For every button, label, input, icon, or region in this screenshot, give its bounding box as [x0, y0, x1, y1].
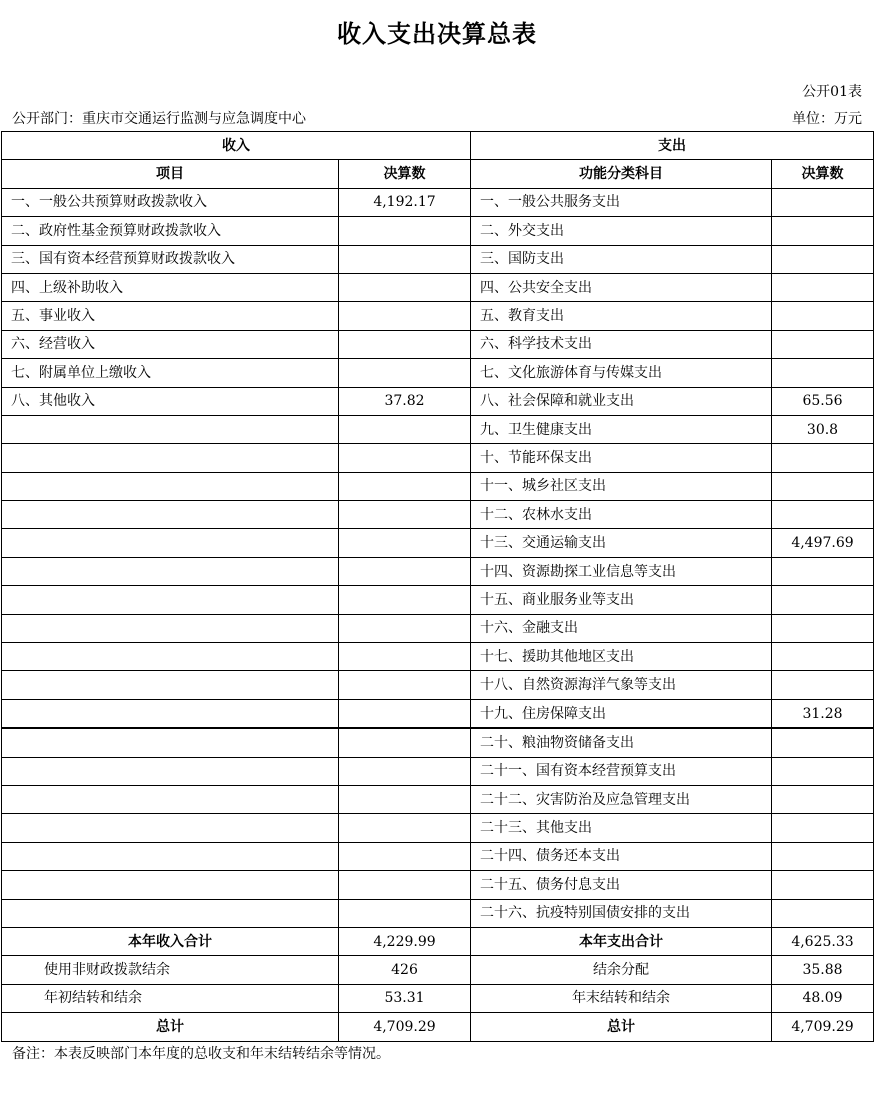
income-item-value — [339, 671, 471, 699]
distribution-label: 结余分配 — [471, 956, 772, 984]
expense-item-value: 65.56 — [772, 387, 874, 415]
expense-item-value — [772, 501, 874, 529]
income-item-value — [339, 330, 471, 358]
unit-label: 单位：万元 — [792, 111, 862, 127]
expense-item-label: 十五、商业服务业等支出 — [471, 586, 772, 614]
expense-item-value — [772, 273, 874, 301]
income-item-label — [2, 728, 339, 757]
expense-section-header: 支出 — [471, 132, 874, 160]
table-row — [2, 302, 874, 330]
income-item-label: 四、上级补助收入 — [2, 273, 339, 301]
income-item-label — [2, 472, 339, 500]
expense-item-label: 六、科学技术支出 — [471, 330, 772, 358]
income-item-label — [2, 757, 339, 785]
income-item-label — [2, 699, 339, 728]
table-row — [2, 387, 874, 415]
income-item-value — [339, 757, 471, 785]
begin-balance-value: 53.31 — [339, 984, 471, 1012]
income-total-label: 本年收入合计 — [2, 927, 339, 955]
expense-item-value — [772, 643, 874, 671]
income-item-label — [2, 842, 339, 870]
expense-item-value — [772, 586, 874, 614]
expense-total-value: 4,625.33 — [772, 927, 874, 955]
expense-item-label: 二十四、债务还本支出 — [471, 842, 772, 870]
table-row — [2, 217, 874, 245]
expense-item-value — [772, 671, 874, 699]
expense-item-value — [772, 359, 874, 387]
distribution-value: 35.88 — [772, 956, 874, 984]
department-label: 公开部门：重庆市交通运行监测与应急调度中心 — [12, 111, 306, 127]
expense-item-label: 九、卫生健康支出 — [471, 415, 772, 443]
table-row — [2, 671, 874, 699]
expense-item-value — [772, 757, 874, 785]
income-item-value — [339, 501, 471, 529]
income-item-value — [339, 871, 471, 899]
table-row — [2, 359, 874, 387]
income-item-value — [339, 899, 471, 927]
income-item-value — [339, 614, 471, 642]
income-item-label — [2, 444, 339, 472]
expense-item-label: 二、外交支出 — [471, 217, 772, 245]
income-item-label — [2, 785, 339, 813]
income-item-label: 八、其他收入 — [2, 387, 339, 415]
income-item-value — [339, 359, 471, 387]
expense-item-value — [772, 842, 874, 870]
amount-column-header: 决算数 — [339, 160, 471, 188]
budget-summary-table — [1, 131, 874, 1042]
table-row — [2, 501, 874, 529]
table-column-header-row — [2, 160, 874, 188]
end-balance-value: 48.09 — [772, 984, 874, 1012]
expense-item-label: 十九、住房保障支出 — [471, 699, 772, 728]
expense-item-value — [772, 217, 874, 245]
table-row — [2, 444, 874, 472]
table-section-header-row — [2, 132, 874, 160]
expense-total-label: 本年支出合计 — [471, 927, 772, 955]
expense-item-value — [772, 785, 874, 813]
income-item-value — [339, 785, 471, 813]
income-item-label — [2, 899, 339, 927]
income-item-value — [339, 245, 471, 273]
expense-item-label: 二十三、其他支出 — [471, 814, 772, 842]
expense-item-value — [772, 814, 874, 842]
nonfiscal-value: 426 — [339, 956, 471, 984]
expense-item-label: 十三、交通运输支出 — [471, 529, 772, 557]
expense-item-value — [772, 444, 874, 472]
page-title: 收入支出决算总表 — [337, 20, 537, 48]
expense-item-label: 十六、金融支出 — [471, 614, 772, 642]
expense-item-value: 4,497.69 — [772, 529, 874, 557]
nonfiscal-balance-row — [2, 956, 874, 984]
income-item-label: 三、国有资本经营预算财政拨款收入 — [2, 245, 339, 273]
income-item-value — [339, 728, 471, 757]
income-item-value — [339, 586, 471, 614]
income-item-label — [2, 529, 339, 557]
table-row — [2, 871, 874, 899]
expense-item-label: 二十五、债务付息支出 — [471, 871, 772, 899]
table-row — [2, 273, 874, 301]
expense-item-label: 四、公共安全支出 — [471, 273, 772, 301]
expense-item-label: 十八、自然资源海洋气象等支出 — [471, 671, 772, 699]
table-row — [2, 785, 874, 813]
table-row — [2, 699, 874, 728]
expense-item-label: 二十二、灾害防治及应急管理支出 — [471, 785, 772, 813]
table-row — [2, 415, 874, 443]
grand-total-label-right: 总计 — [471, 1013, 772, 1041]
amount2-column-header: 决算数 — [772, 160, 874, 188]
table-row — [2, 529, 874, 557]
income-item-value — [339, 842, 471, 870]
expense-item-value — [772, 302, 874, 330]
expense-item-label: 十一、城乡社区支出 — [471, 472, 772, 500]
income-section-header: 收入 — [2, 132, 471, 160]
income-item-value — [339, 557, 471, 585]
table-row — [2, 557, 874, 585]
expense-item-value — [772, 330, 874, 358]
income-item-value — [339, 472, 471, 500]
carryover-row — [2, 984, 874, 1012]
expense-item-value — [772, 472, 874, 500]
income-item-label: 一、一般公共预算财政拨款收入 — [2, 188, 339, 216]
income-item-value — [339, 217, 471, 245]
expense-item-label: 十二、农林水支出 — [471, 501, 772, 529]
income-item-label: 七、附属单位上缴收入 — [2, 359, 339, 387]
expense-item-value — [772, 728, 874, 757]
table-row — [2, 814, 874, 842]
expense-item-label: 八、社会保障和就业支出 — [471, 387, 772, 415]
income-item-label — [2, 501, 339, 529]
expense-item-label: 七、文化旅游体育与传媒支出 — [471, 359, 772, 387]
income-item-label — [2, 643, 339, 671]
income-item-label — [2, 614, 339, 642]
income-total-value: 4,229.99 — [339, 927, 471, 955]
income-item-label — [2, 814, 339, 842]
table-row — [2, 614, 874, 642]
expense-item-value — [772, 899, 874, 927]
table-row — [2, 899, 874, 927]
income-item-value — [339, 643, 471, 671]
table-row — [2, 245, 874, 273]
grand-total-row — [2, 1013, 874, 1041]
income-item-value — [339, 444, 471, 472]
income-total-row — [2, 927, 874, 955]
income-item-value: 4,192.17 — [339, 188, 471, 216]
income-item-value — [339, 529, 471, 557]
income-item-label: 六、经营收入 — [2, 330, 339, 358]
begin-balance-label: 年初结转和结余 — [2, 984, 339, 1012]
grand-total-label-left: 总计 — [2, 1013, 339, 1041]
income-item-label — [2, 415, 339, 443]
table-row — [2, 472, 874, 500]
table-row — [2, 842, 874, 870]
table-row — [2, 757, 874, 785]
expense-item-label: 二十六、抗疫特别国债安排的支出 — [471, 899, 772, 927]
expense-item-label: 二十一、国有资本经营预算支出 — [471, 757, 772, 785]
income-item-value — [339, 699, 471, 728]
expense-item-label: 十七、援助其他地区支出 — [471, 643, 772, 671]
footnote: 备注：本表反映部门本年度的总收支和年末结转结余等情况。 — [12, 1046, 390, 1062]
expense-item-value — [772, 188, 874, 216]
income-item-label: 五、事业收入 — [2, 302, 339, 330]
table-row — [2, 643, 874, 671]
table-row — [2, 728, 874, 757]
income-item-label — [2, 557, 339, 585]
income-item-label: 二、政府性基金预算财政拨款收入 — [2, 217, 339, 245]
income-item-value — [339, 273, 471, 301]
nonfiscal-label: 使用非财政拨款结余 — [2, 956, 339, 984]
form-number: 公开01表 — [802, 84, 862, 100]
end-balance-label: 年末结转和结余 — [471, 984, 772, 1012]
table-row — [2, 330, 874, 358]
table-row — [2, 586, 874, 614]
expense-item-value: 31.28 — [772, 699, 874, 728]
income-item-label — [2, 671, 339, 699]
grand-total-value-left: 4,709.29 — [339, 1013, 471, 1041]
income-item-value — [339, 814, 471, 842]
expense-item-value — [772, 557, 874, 585]
table-row — [2, 188, 874, 216]
grand-total-value-right: 4,709.29 — [772, 1013, 874, 1041]
income-item-value: 37.82 — [339, 387, 471, 415]
expense-item-label: 二十、粮油物资储备支出 — [471, 728, 772, 757]
income-item-label — [2, 586, 339, 614]
category-column-header: 功能分类科目 — [471, 160, 772, 188]
expense-item-label: 一、一般公共服务支出 — [471, 188, 772, 216]
income-item-value — [339, 415, 471, 443]
expense-item-value — [772, 871, 874, 899]
item-column-header: 项目 — [2, 160, 339, 188]
expense-item-label: 五、教育支出 — [471, 302, 772, 330]
expense-item-label: 三、国防支出 — [471, 245, 772, 273]
expense-item-label: 十四、资源勘探工业信息等支出 — [471, 557, 772, 585]
expense-item-value: 30.8 — [772, 415, 874, 443]
expense-item-label: 十、节能环保支出 — [471, 444, 772, 472]
income-item-value — [339, 302, 471, 330]
income-item-label — [2, 871, 339, 899]
expense-item-value — [772, 614, 874, 642]
expense-item-value — [772, 245, 874, 273]
